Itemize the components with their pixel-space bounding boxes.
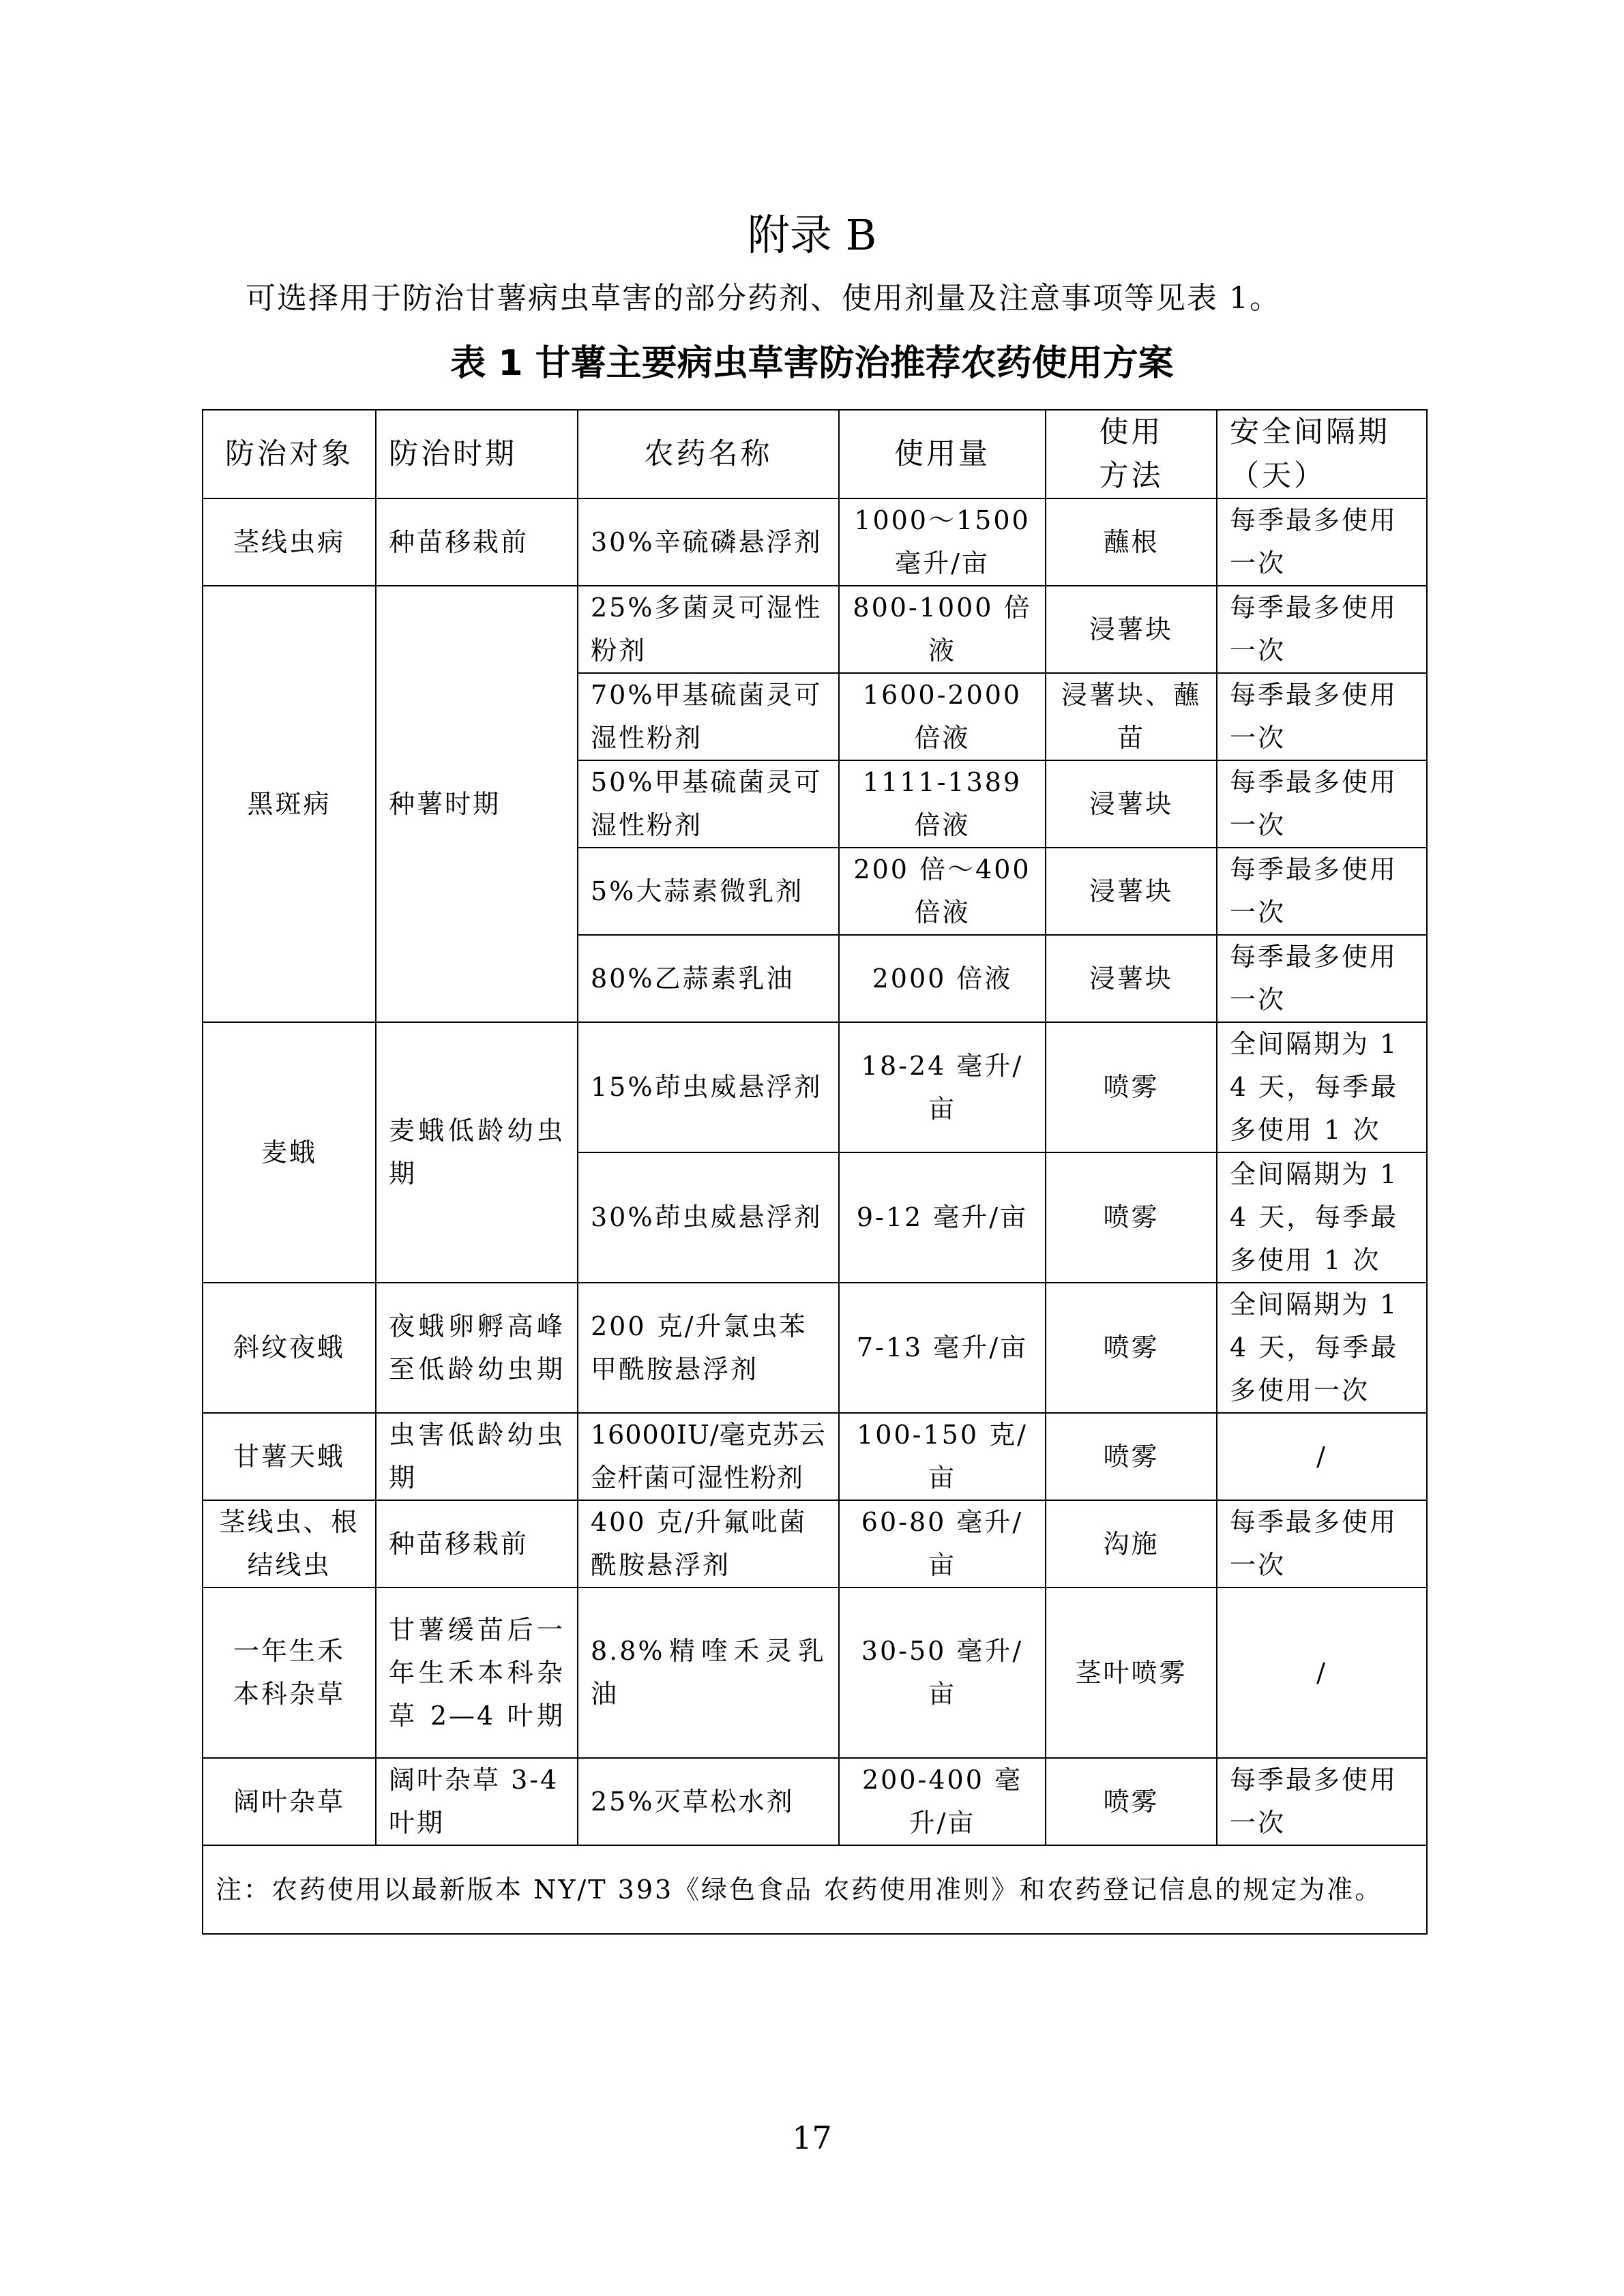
dosage-cell: 7-13 毫升/亩: [839, 1283, 1046, 1413]
method-cell: 喷雾: [1046, 1283, 1217, 1413]
interval-cell: /: [1217, 1413, 1427, 1500]
period-cell: 种苗移栽前: [376, 1500, 578, 1587]
intro-text: 可选择用于防治甘薯病虫草害的部分药剂、使用剂量及注意事项等见表 1。: [246, 281, 1281, 316]
method-cell: 喷雾: [1046, 1022, 1217, 1152]
dosage-cell: 100-150 克/亩: [839, 1413, 1046, 1500]
pesticide-cell: 5%大蒜素微乳剂: [578, 848, 839, 935]
table-row: [203, 1413, 1427, 1500]
pesticide-cell: 50%甲基硫菌灵可湿性粉剂: [578, 760, 839, 848]
table-row: [203, 586, 1427, 673]
header-target: 防治对象: [203, 410, 376, 498]
period-cell: 夜蛾卵孵高峰至低龄幼虫期: [376, 1283, 578, 1413]
target-cell: 茎线虫病: [203, 498, 376, 586]
header-pesticide: 农药名称: [578, 410, 839, 498]
method-cell: 茎叶喷雾: [1046, 1587, 1217, 1758]
pesticide-cell: 200 克/升氯虫苯甲酰胺悬浮剂: [578, 1283, 839, 1413]
interval-cell: 每季最多使用一次: [1217, 498, 1427, 586]
header-method: 使用方法: [1046, 410, 1217, 498]
period-cell: 虫害低龄幼虫期: [376, 1413, 578, 1500]
header-period: 防治时期: [376, 410, 578, 498]
interval-cell: 每季最多使用一次: [1217, 760, 1427, 848]
pesticide-cell: 80%乙蒜素乳油: [578, 935, 839, 1022]
table-note: 注：农药使用以最新版本 NY/T 393《绿色食品 农药使用准则》和农药登记信息的规定为准。: [203, 1845, 1427, 1934]
table-title: 表 1 甘薯主要病虫草害防治推荐农药使用方案: [450, 343, 1174, 384]
pesticide-cell: 70%甲基硫菌灵可湿性粉剂: [578, 673, 839, 760]
target-cell: 斜纹夜蛾: [203, 1283, 376, 1413]
pesticide-cell: 8.8%精喹禾灵乳油: [578, 1587, 839, 1758]
interval-cell: /: [1217, 1587, 1427, 1758]
target-cell: 麦蛾: [203, 1022, 376, 1283]
dosage-cell: 200-400 毫升/亩: [839, 1758, 1046, 1845]
appendix-title: 附录 B: [747, 210, 877, 260]
period-cell: 阔叶杂草 3-4 叶期: [376, 1758, 578, 1845]
table-row: [203, 1758, 1427, 1845]
pesticide-cell: 16000IU/毫克苏云金杆菌可湿性粉剂: [578, 1413, 839, 1500]
dosage-cell: 60-80 毫升/亩: [839, 1500, 1046, 1587]
target-cell: 一年生禾本科杂草: [203, 1587, 376, 1758]
interval-cell: 全间隔期为 14 天，每季最多使用 1 次: [1217, 1152, 1427, 1283]
interval-cell: 全间隔期为 14 天，每季最多使用 1 次: [1217, 1022, 1427, 1152]
target-cell: 甘薯天蛾: [203, 1413, 376, 1500]
table-row: [203, 1022, 1427, 1152]
period-cell: 种苗移栽前: [376, 498, 578, 586]
period-cell: 麦蛾低龄幼虫期: [376, 1022, 578, 1283]
method-cell: 喷雾: [1046, 1758, 1217, 1845]
method-cell: 蘸根: [1046, 498, 1217, 586]
interval-cell: 全间隔期为 14 天，每季最多使用一次: [1217, 1283, 1427, 1413]
interval-cell: 每季最多使用一次: [1217, 935, 1427, 1022]
pesticide-cell: 30%茚虫威悬浮剂: [578, 1152, 839, 1283]
table-note-row: [203, 1845, 1427, 1934]
dosage-cell: 2000 倍液: [839, 935, 1046, 1022]
target-cell: 茎线虫、根结线虫: [203, 1500, 376, 1587]
interval-cell: 每季最多使用一次: [1217, 1500, 1427, 1587]
pesticide-table: [202, 409, 1428, 1935]
dosage-cell: 800-1000 倍液: [839, 586, 1046, 673]
header-dosage: 使用量: [839, 410, 1046, 498]
method-cell: 浸薯块: [1046, 760, 1217, 848]
method-cell: 浸薯块: [1046, 935, 1217, 1022]
target-cell: 阔叶杂草: [203, 1758, 376, 1845]
method-cell: 浸薯块: [1046, 848, 1217, 935]
dosage-cell: 1600-2000 倍液: [839, 673, 1046, 760]
table-header-row: [203, 410, 1427, 498]
table-row: [203, 1587, 1427, 1758]
page-number: 17: [792, 2119, 832, 2156]
table-row: [203, 1283, 1427, 1413]
interval-cell: 每季最多使用一次: [1217, 1758, 1427, 1845]
interval-cell: 每季最多使用一次: [1217, 848, 1427, 935]
pesticide-cell: 400 克/升氟吡菌酰胺悬浮剂: [578, 1500, 839, 1587]
method-cell: 沟施: [1046, 1500, 1217, 1587]
interval-cell: 每季最多使用一次: [1217, 673, 1427, 760]
dosage-cell: 200 倍～400 倍液: [839, 848, 1046, 935]
period-cell: 甘薯缓苗后一年生禾本科杂草 2—4 叶期: [376, 1587, 578, 1758]
period-cell: 种薯时期: [376, 586, 578, 1022]
method-cell: 浸薯块: [1046, 586, 1217, 673]
dosage-cell: 30-50 毫升/亩: [839, 1587, 1046, 1758]
dosage-cell: 9-12 毫升/亩: [839, 1152, 1046, 1283]
pesticide-cell: 30%辛硫磷悬浮剂: [578, 498, 839, 586]
method-cell: 喷雾: [1046, 1152, 1217, 1283]
dosage-cell: 1000～1500 毫升/亩: [839, 498, 1046, 586]
method-cell: 浸薯块、蘸苗: [1046, 673, 1217, 760]
interval-cell: 每季最多使用一次: [1217, 586, 1427, 673]
target-cell: 黑斑病: [203, 586, 376, 1022]
header-interval: 安全间隔期（天）: [1217, 410, 1427, 498]
table-row: [203, 498, 1427, 586]
dosage-cell: 1111-1389 倍液: [839, 760, 1046, 848]
table-row: [203, 1500, 1427, 1587]
pesticide-cell: 25%灭草松水剂: [578, 1758, 839, 1845]
pesticide-cell: 15%茚虫威悬浮剂: [578, 1022, 839, 1152]
dosage-cell: 18-24 毫升/亩: [839, 1022, 1046, 1152]
method-cell: 喷雾: [1046, 1413, 1217, 1500]
pesticide-cell: 25%多菌灵可湿性粉剂: [578, 586, 839, 673]
